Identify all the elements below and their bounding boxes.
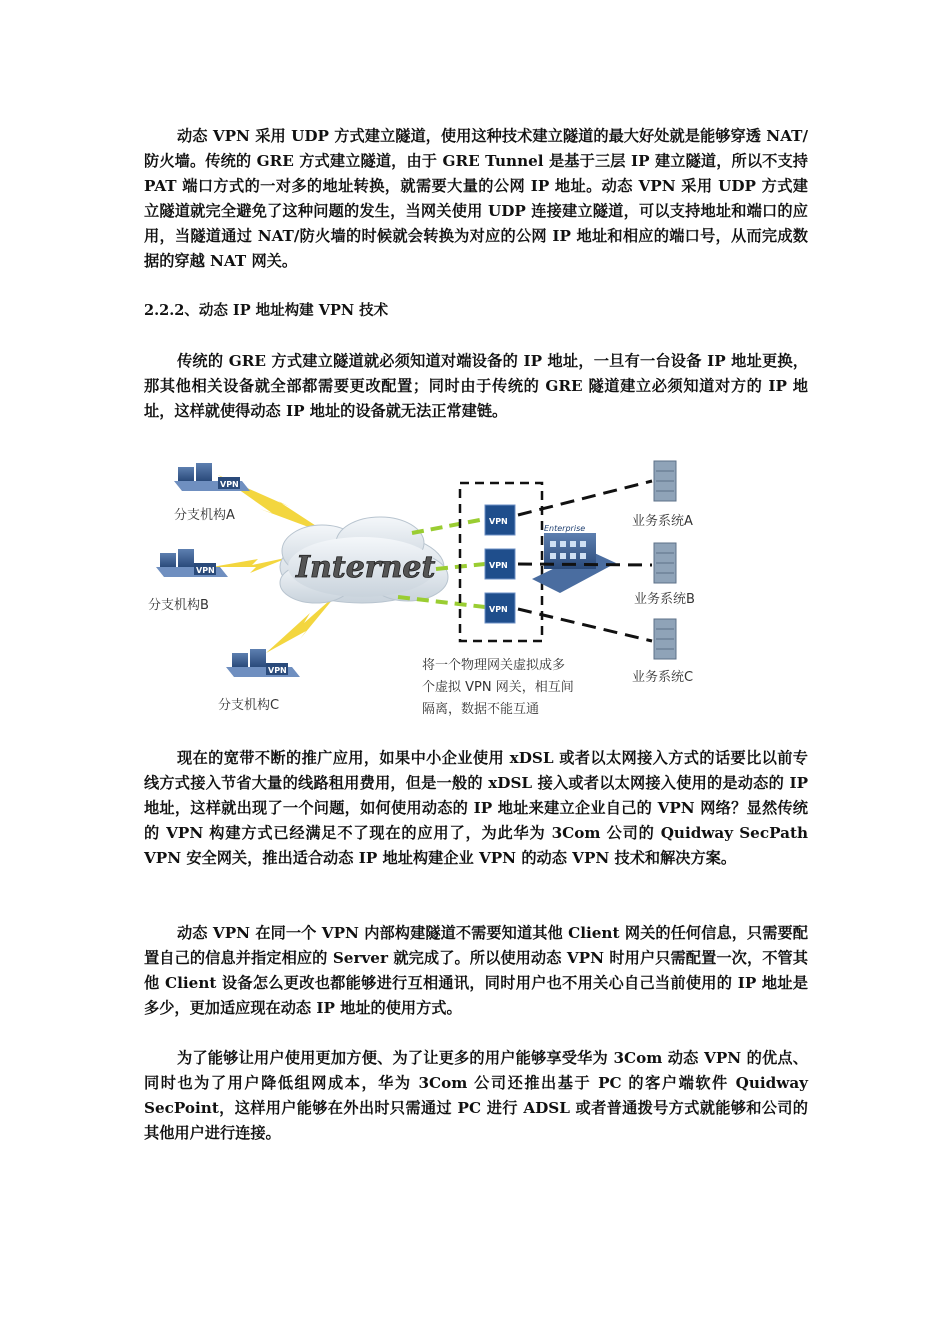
svg-text:VPN: VPN <box>489 561 508 570</box>
network-diagram <box>140 447 720 725</box>
svg-text:VPN: VPN <box>268 666 287 675</box>
server-c-icon <box>654 619 676 659</box>
figure-note-line-2: 个虚拟 VPN 网关，相互间 <box>422 680 574 695</box>
internet-label: Internet <box>296 550 436 585</box>
paragraph-secpoint: 为了能够让用户使用更加方便、为了让更多的用户能够享受华为 3Com 动态 VPN 的优点、同时也为了用户降低组网成本，华为 3Com 公司还推出基于 PC 的客户端软件 Quidway SecPoint，这样用户能够在外出时只需通过 PC 进行 ADSL 或者普通拨号方式就能够和公司的其他用户进行连接。 <box>144 1049 808 1142</box>
paragraph-broadband: 现在的宽带不断的推广应用，如果中小企业使用 xDSL 或者以太网接入方式的话要比以前专线方式接入节省大量的线路租用费用，但是一般的 xDSL 接入或者以太网接入使用的是动态的 IP 地址，这样就出现了一个问题，如何使用动态的 IP 地址来建立企业自己的 VPN 网络？显然传统的 VPN 构建方式已经满足不了现在的应用了，为此华为 3Com 公司的 Quidway SecPath VPN 安全网关，推出适合动态 IP 地址构建企业 VPN 的动态 VPN 技术和解决方案。 <box>144 749 808 867</box>
branch-a-label: 分支机构A <box>174 508 235 523</box>
vpn-gateway-2 <box>485 549 515 579</box>
system-b-label: 业务系统B <box>634 592 695 607</box>
figure-note-line-3: 隔离，数据不能互通 <box>422 702 540 717</box>
svg-text:VPN: VPN <box>489 605 508 614</box>
system-c-label: 业务系统C <box>632 670 694 685</box>
figure-note-line-1: 将一个物理网关虚拟成多 <box>422 658 566 673</box>
enterprise-building <box>532 524 616 593</box>
branch-b-label: 分支机构B <box>148 598 209 613</box>
vpn-gateway-3 <box>485 593 515 623</box>
svg-text:VPN: VPN <box>220 480 239 489</box>
section-heading: 2.2.2、动态 IP 地址构建 VPN 技术 <box>144 302 389 319</box>
branch-b-building <box>156 549 228 577</box>
paragraph-dynamic-vpn-config: 动态 VPN 在同一个 VPN 内部构建隧道不需要知道其他 Client 网关的任何信息，只需要配置自己的信息并指定相应的 Server 就完成了。所以使用动态 VPN 时用户只需配置一次，不管其他 Client 设备怎么更改也都能够进行互相通讯，同时用户也不用关心自己当前使用的 IP 地址是多少，更加适应现在动态 IP 地址的使用方式。 <box>144 924 808 1017</box>
svg-text:VPN: VPN <box>196 566 215 575</box>
branch-c-label: 分支机构C <box>218 698 280 713</box>
system-a-label: 业务系统A <box>632 514 693 529</box>
server-a-icon <box>654 461 676 501</box>
branch-a-building <box>174 463 250 491</box>
paragraph-gre-limitation: 传统的 GRE 方式建立隧道就必须知道对端设备的 IP 地址，一旦有一台设备 IP 地址更换，那其他相关设备就全部都需要更改配置；同时由于传统的 GRE 隧道建立必须知道对方的 IP 地址，这样就使得动态 IP 地址的设备就无法正常建链。 <box>144 352 808 420</box>
lightning-b <box>212 557 290 573</box>
paragraph-udp-tunnel: 动态 VPN 采用 UDP 方式建立隧道，使用这种技术建立隧道的最大好处就是能够穿透 NAT/防火墙。传统的 GRE 方式建立隧道，由于 GRE Tunnel 是基于三层 IP 建立隧道，所以不支持 PAT 端口方式的一对多的地址转换，就需要大量的公网 IP 地址。动态 VPN 采用 UDP 方式建立隧道就完全避免了这种问题的发生，当网关使用 UDP 连接建立隧道，可以支持地址和端口的应用，当隧道通过 NAT/防火墙的时候就会转换为对应的公网 IP 地址和相应的端口号，从而完成数据的穿越 NAT 网关。 <box>144 127 808 270</box>
svg-text:VPN: VPN <box>489 517 508 526</box>
server-b-icon <box>654 543 676 583</box>
svg-text:Enterprise: Enterprise <box>544 524 586 533</box>
vpn-gateway-1 <box>485 505 515 535</box>
branch-c-building <box>226 649 300 677</box>
